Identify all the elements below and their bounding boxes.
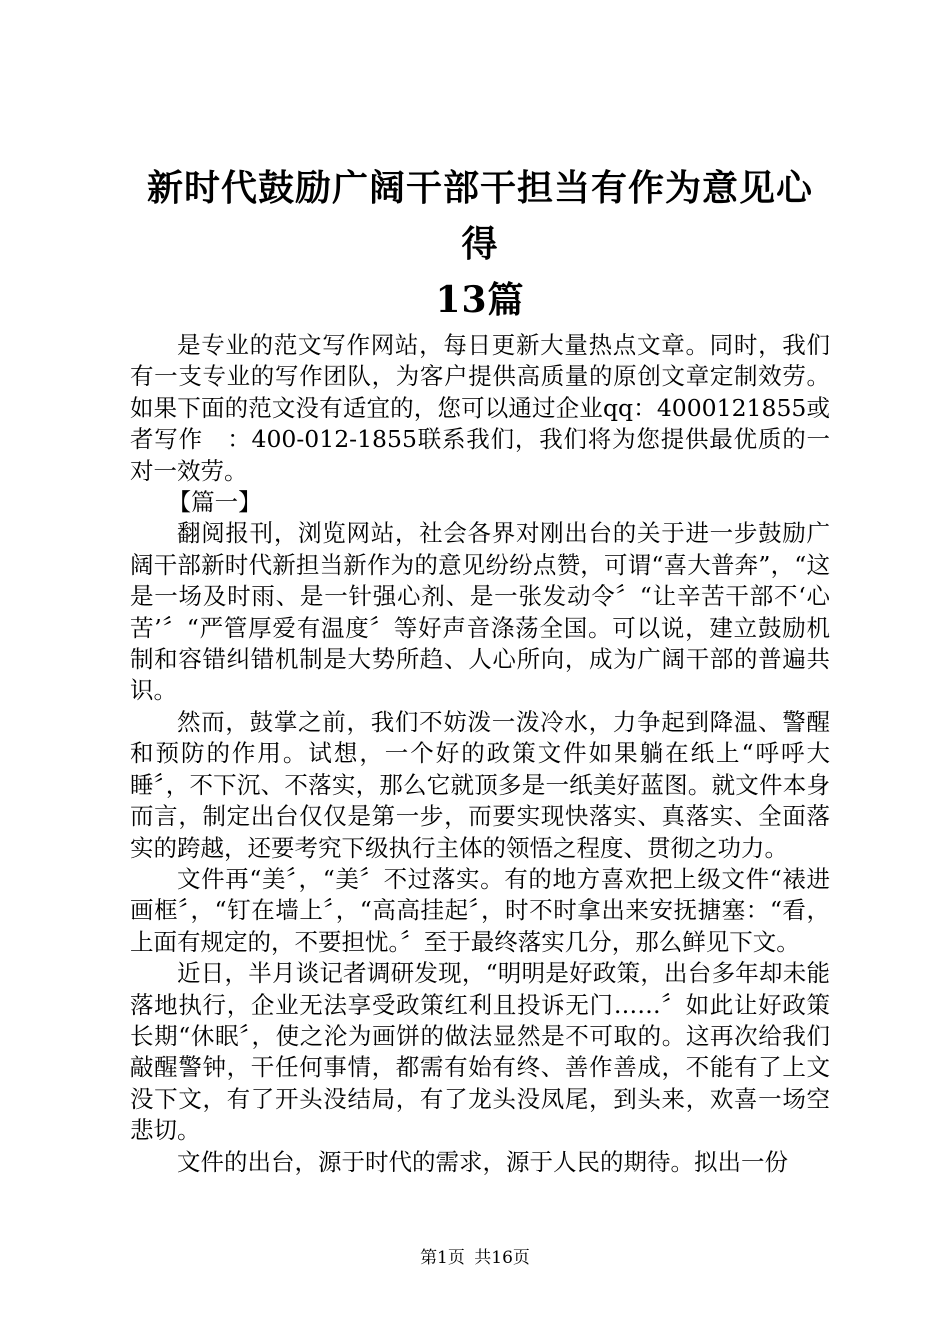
page-total: 共16页	[474, 1248, 530, 1268]
document-page	[130, 160, 830, 1178]
paragraph: 文件再“美〞，“美〞不过落实。有的地方喜欢把上级文件“裱进画框〞，“钉在墙上〞，“高高挂起〞，时不时拿出来安抚搪塞：“看，上面有规定的，不要担忧。〞至于最终落实几分，那么鲜见下文。	[130, 864, 830, 956]
paragraph: 文件的出台，源于时代的需求，源于人民的期待。拟出一份	[177, 1147, 788, 1176]
title-line-2: 13篇	[435, 279, 525, 321]
page-number: 第1页	[420, 1248, 465, 1268]
paragraph: 翻阅报刊，浏览网站，社会各界对刚出台的关于进一步鼓励广阔干部新时代新担当新作为的意见纷纷点赞，可谓“喜大普奔”，“这是一场及时雨、是一针强心剂、是一张发动令〞“让辛苦干部不‘心苦’〞“严管厚爱有温度〞等好声音涤荡全国。可以说，建立鼓励机制和容错纠错机制是大势所趋、人心所向，成为广阔干部的普遍共识。	[130, 519, 830, 705]
title-line-1: 新时代鼓励广阔干部干担当有作为意见心得	[146, 167, 813, 265]
document-body	[130, 330, 830, 1178]
document-title	[130, 160, 830, 328]
section-heading: 【篇一】	[167, 488, 262, 517]
paragraph: 近日，半月谈记者调研发现，“明明是好政策，出台多年却未能落地执行，企业无法享受政策红利且投诉无门……〞如此让好政策长期“休眠〞，使之沦为画饼的做法显然是不可取的。这再次给我们敲醒警钟，干任何事情，都需有始有终、善作善成，不能有了上文没下文，有了开头没结局，有了龙头没凤尾，到头来，欢喜一场空悲切。	[130, 959, 830, 1145]
page-footer	[0, 1243, 950, 1268]
paragraph-intro: 是专业的范文写作网站，每日更新大量热点文章。同时，我们有一支专业的写作团队，为客户提供高质量的原创文章定制效劳。如果下面的范文没有适宜的，您可以通过企业qq：4000121855或者写作 ：400-012-1855联系我们，我们将为您提供最优质的一对一效劳。	[130, 331, 830, 485]
paragraph: 然而，鼓掌之前，我们不妨泼一泼冷水，力争起到降温、警醒和预防的作用。试想，一个好的政策文件如果躺在纸上“呼呼大睡〞，不下沉、不落实，那么它就顶多是一纸美好蓝图。就文件本身而言，制定出台仅仅是第一步，而要实现快落实、真落实、全面落实的跨越，还要考究下级执行主体的领悟之程度、贯彻之功力。	[130, 707, 830, 862]
